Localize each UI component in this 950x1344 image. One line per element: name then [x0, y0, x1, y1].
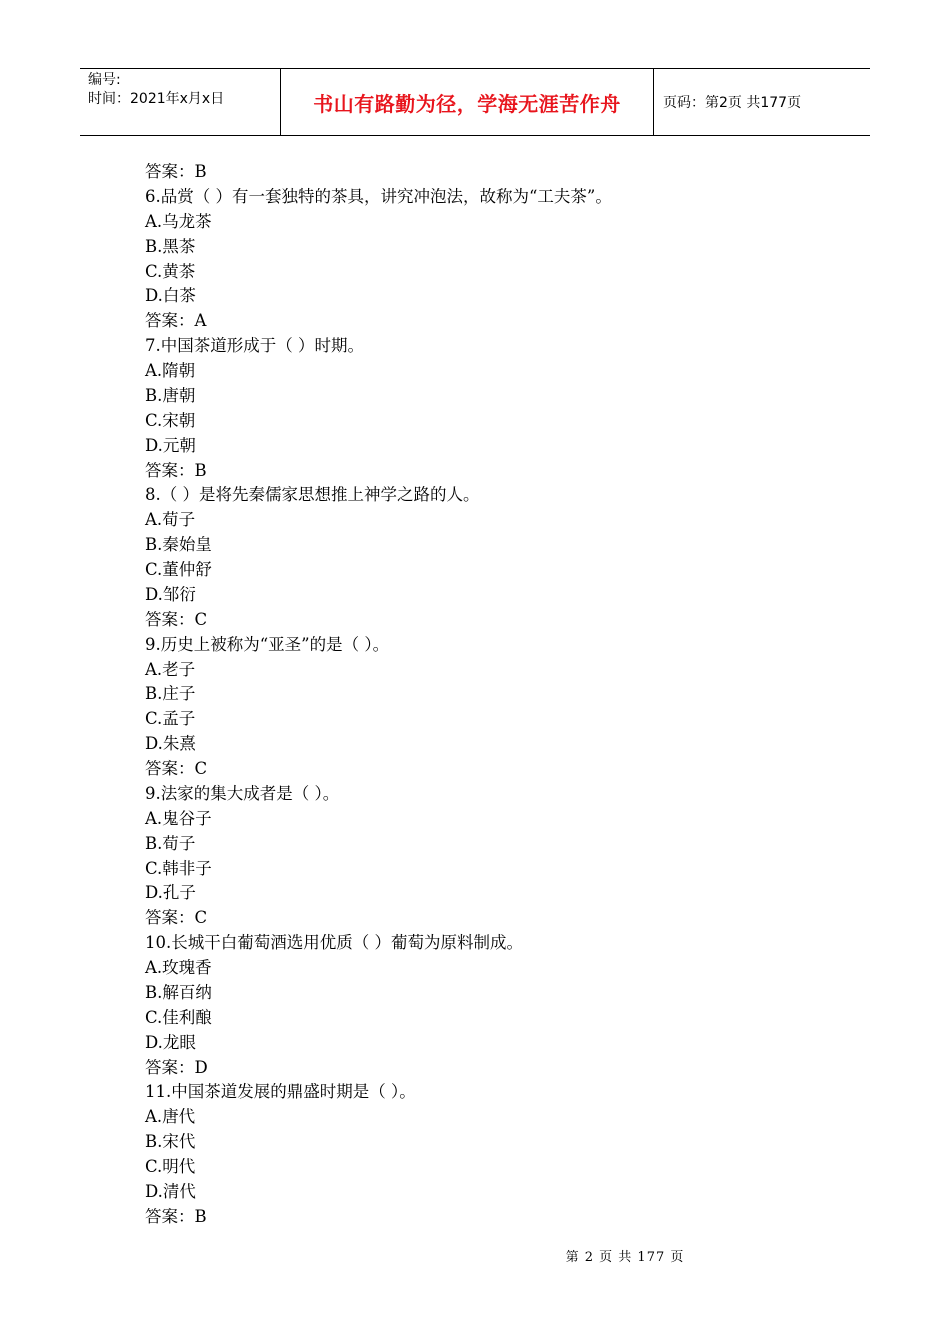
option-line: B.荀子: [145, 833, 196, 853]
question-line: 9.历史上被称为“亚圣”的是（ ）。: [145, 634, 390, 654]
option-line: D.朱熹: [145, 734, 196, 754]
page-footer: [0, 1246, 950, 1265]
option-line: C.宋朝: [145, 410, 196, 430]
header-meta-cell: [80, 69, 281, 135]
option-line: B.唐朝: [145, 385, 196, 405]
option-line: A.玫瑰香: [145, 958, 212, 977]
motto-text: 书山有路勤为径，学海无涯苦作舟: [313, 91, 621, 116]
header-page-cell: [654, 69, 870, 135]
page-info: 页码：第2页 共177页: [663, 95, 802, 111]
option-line: D.邹衍: [145, 584, 196, 604]
question-list: [145, 160, 845, 1230]
answer-line: 答案：B: [145, 1206, 207, 1226]
header-motto-cell: [281, 69, 654, 135]
serial-label: 编号:: [88, 72, 121, 88]
option-line: A.鬼谷子: [145, 808, 212, 828]
page-header: [80, 68, 870, 136]
question-line: 10.长城干白葡萄酒选用优质（ ）葡萄为原料制成。: [145, 933, 523, 953]
answer-line: 答案：C: [145, 908, 208, 928]
option-line: C.明代: [145, 1157, 196, 1176]
footer-page-number: 第 2 页 共 177 页: [565, 1250, 685, 1265]
answer-line: 答案：A: [145, 311, 207, 331]
option-line: C.韩非子: [145, 858, 212, 878]
answer-line: 答案：D: [145, 1057, 208, 1077]
option-line: C.董仲舒: [145, 560, 212, 579]
option-line: A.乌龙茶: [145, 211, 212, 231]
option-line: A.老子: [145, 659, 196, 679]
option-line: D.元朝: [145, 435, 196, 455]
option-line: B.庄子: [145, 684, 196, 704]
option-line: A.荀子: [145, 510, 196, 530]
question-line: 7.中国茶道形成于（ ）时期。: [145, 336, 364, 356]
question-line: 6.品赏（ ）有一套独特的茶具，讲究冲泡法，故称为“工夫茶”。: [145, 186, 612, 206]
option-line: D.白茶: [145, 286, 196, 306]
answer-line: 答案：B: [145, 162, 207, 181]
option-line: B.黑茶: [145, 236, 196, 256]
option-line: B.秦始皇: [145, 535, 212, 555]
answer-line: 答案：C: [145, 759, 208, 778]
time-label: 时间：2021年x月x日: [88, 91, 225, 107]
option-line: C.孟子: [145, 709, 196, 729]
answer-line: 答案：C: [145, 609, 208, 629]
answer-line: 答案：B: [145, 460, 207, 480]
option-line: C.佳利酿: [145, 1007, 212, 1027]
question-line: 8.（ ）是将先秦儒家思想推上神学之路的人。: [145, 485, 480, 505]
option-line: B.解百纳: [145, 982, 212, 1002]
option-line: D.清代: [145, 1181, 196, 1201]
question-line: 11.中国茶道发展的鼎盛时期是（ ）。: [145, 1082, 416, 1102]
option-line: B.宋代: [145, 1132, 196, 1152]
option-line: D.龙眼: [145, 1032, 196, 1052]
option-line: C.黄茶: [145, 261, 196, 281]
option-line: D.孔子: [145, 883, 196, 903]
option-line: A.唐代: [145, 1107, 196, 1127]
option-line: A.隋朝: [145, 361, 196, 380]
question-line: 9.法家的集大成者是（ ）。: [145, 783, 340, 803]
